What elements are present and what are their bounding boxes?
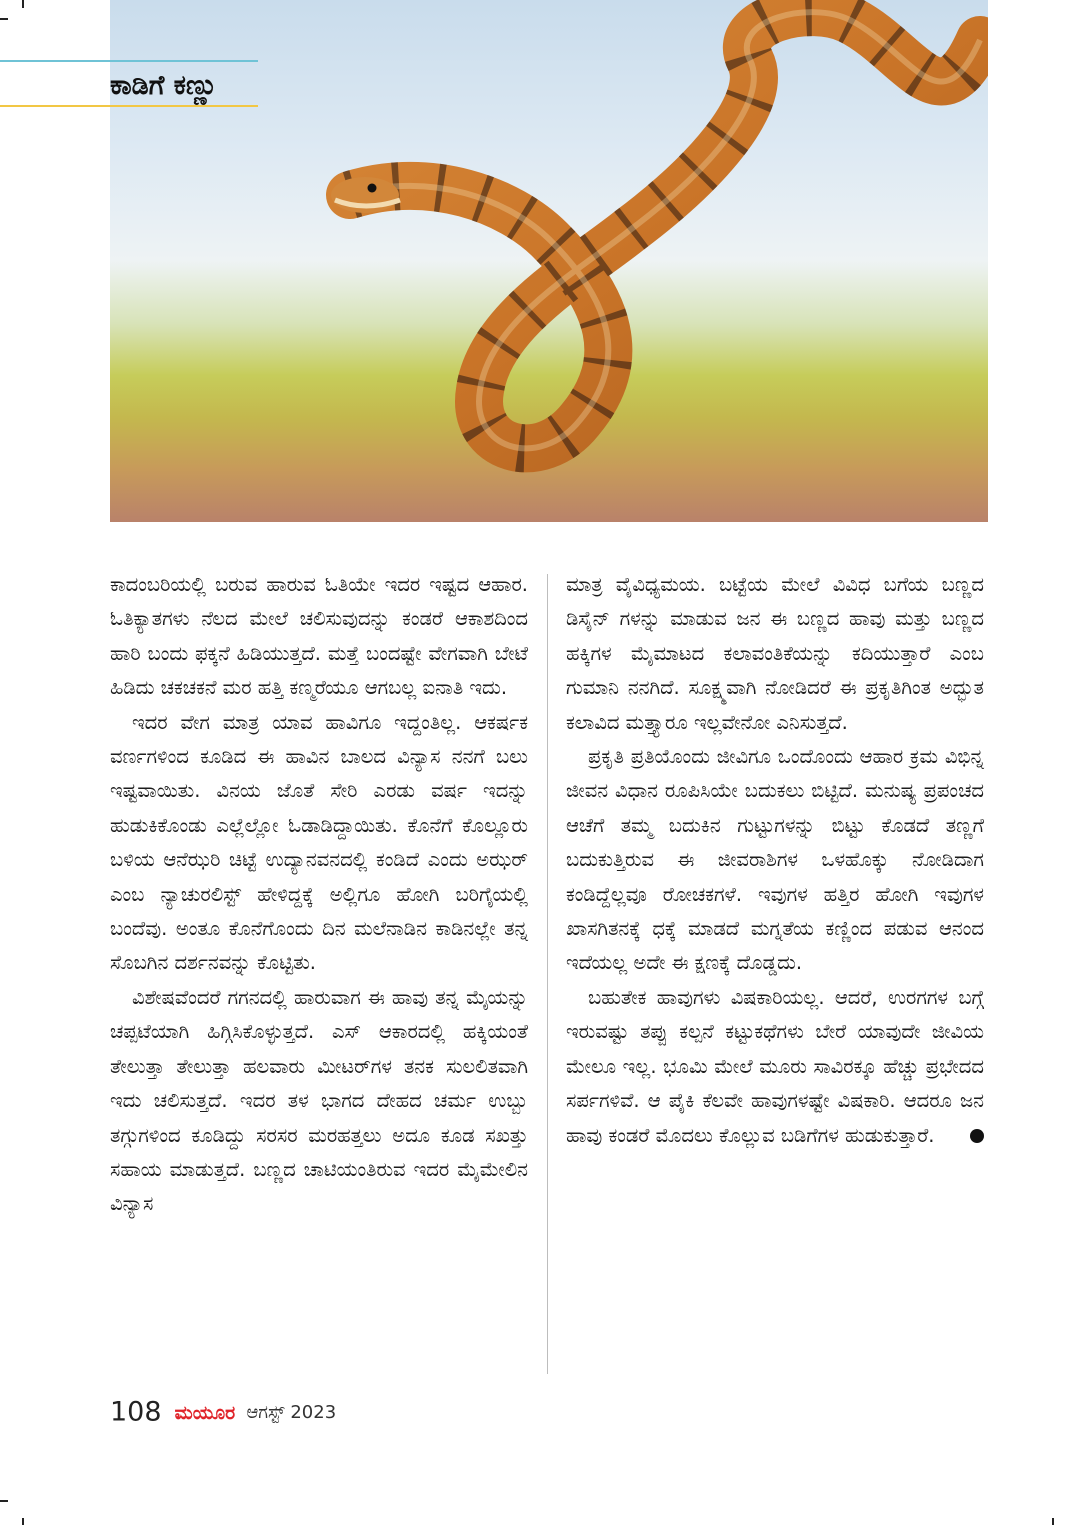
article-column-left <box>110 568 528 1222</box>
crop-mark-bl-h <box>0 1500 8 1502</box>
paragraph: ಇದರ ವೇಗ ಮಾತ್ರ ಯಾವ ಹಾವಿಗೂ ಇದ್ದಂತಿಲ್ಲ. ಆಕರ್ಷಕ ವರ್ಣಗಳಿಂದ ಕೂಡಿದ ಈ ಹಾವಿನ ಬಾಲದ ವಿನ್ಯಾಸ ನನಗೆ ಬಲು ಇಷ್ಟವಾಯಿತು. ವಿನಯ ಜೊತೆ ಸೇರಿ ಎರಡು ವರ್ಷ ಇದನ್ನು ಹುಡುಕಿಕೊಂಡು ಎಲ್ಲೆಲ್ಲೋ ಓಡಾಡಿದ್ದಾಯಿತು. ಕೊನೆಗೆ ಕೊಲ್ಲೂರು ಬಳಿಯ ಆನೆಝರಿ ಚಿಟ್ಟೆ ಉದ್ಯಾನವನದಲ್ಲಿ ಕಂಡಿದೆ ಎಂದು ಅಝರ್ ಎಂಬ ನ್ಯಾಚುರಲಿಸ್ಟ್ ಹೇಳಿದ್ದಕ್ಕೆ ಅಲ್ಲಿಗೂ ಹೋಗಿ ಬರಿಗೈಯಲ್ಲಿ ಬಂದೆವು. ಅಂತೂ ಕೊನೆಗೊಂದು ದಿನ ಮಲೆನಾಡಿನ ಕಾಡಿನಲ್ಲೇ ತನ್ನ ಸೊಬಗಿನ ದರ್ಶನವನ್ನು ಕೊಟ್ಟಿತು. <box>110 710 528 975</box>
snake-body <box>350 12 980 448</box>
section-rule-top <box>0 60 258 62</box>
magazine-name: ಮಯೂರ <box>174 1401 236 1424</box>
page-number: 108 <box>110 1396 162 1428</box>
section-title: ಕಾಡಿಗೆ ಕಣ್ಣು <box>110 70 218 101</box>
issue-date: ಆಗಸ್ಟ್ 2023 <box>246 1401 337 1423</box>
paragraph: ಪ್ರಕೃತಿ ಪ್ರತಿಯೊಂದು ಜೀವಿಗೂ ಒಂದೊಂದು ಆಹಾರ ಕ್ರಮ ವಿಭಿನ್ನ ಜೀವನ ವಿಧಾನ ರೂಪಿಸಿಯೇ ಬದುಕಲು ಬಿಟ್ಟಿದೆ. ಮನುಷ್ಯ ಪ್ರಪಂಚದ ಆಚೆಗೆ ತಮ್ಮ ಬದುಕಿನ ಗುಟ್ಟುಗಳನ್ನು ಬಿಟ್ಟು ಕೊಡದೆ ತಣ್ಣಗೆ ಬದುಕುತ್ತಿರುವ ಈ ಜೀವರಾಶಿಗಳ ಒಳಹೊಕ್ಕು ನೋಡಿದಾಗ ಕಂಡಿದ್ದೆಲ್ಲವೂ ರೋಚಕಗಳೆ. ಇವುಗಳ ಹತ್ತಿರ ಹೋಗಿ ಇವುಗಳ ಖಾಸಗಿತನಕ್ಕೆ ಧಕ್ಕೆ ಮಾಡದೆ ಮಗ್ನತೆಯ ಕಣ್ಣಿಂದ ಪಡುವ ಆನಂದ ಇದೆಯಲ್ಲ ಅದೇ ಈ ಕ್ಷಣಕ್ಕೆ ದೊಡ್ಡದು. <box>566 745 984 975</box>
paragraph: ಕಾದಂಬರಿಯಲ್ಲಿ ಬರುವ ಹಾರುವ ಓತಿಯೇ ಇದರ ಇಷ್ಟದ ಆಹಾರ. ಓತಿಕ್ಯಾತಗಳು ನೆಲದ ಮೇಲೆ ಚಲಿಸುವುದನ್ನು ಕಂಡರೆ ಆಕಾಶದಿಂದ ಹಾರಿ ಬಂದು ಫಕ್ಕನೆ ಹಿಡಿಯುತ್ತದೆ. ಮತ್ತೆ ಬಂದಷ್ಟೇ ವೇಗವಾಗಿ ಬೇಟೆ ಹಿಡಿದು ಚಕಚಕನೆ ಮರ ಹತ್ತಿ ಕಣ್ಮರೆಯೂ ಆಗಬಲ್ಲ ಐನಾತಿ ಇದು. <box>110 573 528 700</box>
crop-mark-br-v <box>1052 1518 1054 1525</box>
snake-eye <box>368 184 377 193</box>
crop-mark-tl-h <box>0 18 8 20</box>
paragraph-text: ಬಹುತೇಕ ಹಾವುಗಳು ವಿಷಕಾರಿಯಲ್ಲ. ಆದರೆ, ಉರಗಗಳ ಬಗ್ಗೆ ಇರುವಷ್ಟು ತಪ್ಪು ಕಲ್ಪನೆ ಕಟ್ಟುಕಥೆಗಳು ಬೇರೆ ಯಾವುದೇ ಜೀವಿಯ ಮೇಲೂ ಇಲ್ಲ. ಭೂಮಿ ಮೇಲೆ ಮೂರು ಸಾವಿರಕ್ಕೂ ಹೆಚ್ಚು ಪ್ರಭೇದದ ಸರ್ಪಗಳಿವೆ. ಆ ಪೈಕಿ ಕೆಲವೇ ಹಾವುಗಳಷ್ಟೇ ವಿಷಕಾರಿ. ಆದರೂ ಜನ ಹಾವು ಕಂಡರೆ ಮೊದಲು ಕೊಲ್ಲುವ ಬಡಿಗೆಗಳ ಹುಡುಕುತ್ತಾರೆ. <box>566 985 984 1147</box>
crop-mark-tl-v <box>22 0 24 8</box>
paragraph: ವಿಶೇಷವೆಂದರೆ ಗಗನದಲ್ಲಿ ಹಾರುವಾಗ ಈ ಹಾವು ತನ್ನ ಮೈಯನ್ನು ಚಪ್ಪಟೆಯಾಗಿ ಹಿಗ್ಗಿಸಿಕೊಳ್ಳುತ್ತದೆ. ಎಸ್ ಆಕಾರದಲ್ಲಿ ಹಕ್ಕಿಯಂತೆ ತೇಲುತ್ತಾ ತೇಲುತ್ತಾ ಹಲವಾರು ಮೀಟರ್‌ಗಳ ತನಕ ಸುಲಲಿತವಾಗಿ ಇದು ಚಲಿಸುತ್ತದೆ. ಇದರ ತಳ ಭಾಗದ ದೇಹದ ಚರ್ಮ ಉಬ್ಬು ತಗ್ಗುಗಳಿಂದ ಕೂಡಿದ್ದು ಸರಸರ ಮರಹತ್ತಲು ಅದೂ ಕೂಡ ಸಖತ್ತು ಸಹಾಯ ಮಾಡುತ್ತದೆ. ಬಣ್ಣದ ಚಾಟಿಯಂತಿರುವ ಇದರ ಮೈಮೇಲಿನ ವಿನ್ಯಾಸ <box>110 985 528 1216</box>
end-of-article-mark <box>970 1129 984 1143</box>
crop-mark-bl-v <box>22 1518 24 1525</box>
paragraph: ಮಾತ್ರ ವೈವಿಧ್ಯಮಯ. ಬಟ್ಟೆಯ ಮೇಲೆ ವಿವಿಧ ಬಗೆಯ ಬಣ್ಣದ ಡಿಸೈನ್ ಗಳನ್ನು ಮಾಡುವ ಜನ ಈ ಬಣ್ಣದ ಹಾವು ಮತ್ತು ಬಣ್ಣದ ಹಕ್ಕಿಗಳ ಮೈಮಾಟದ ಕಲಾವಂತಿಕೆಯನ್ನು ಕದಿಯುತ್ತಾರೆ ಎಂಬ ಗುಮಾನಿ ನನಗಿದೆ. ಸೂಕ್ಷ್ಮವಾಗಿ ನೋಡಿದರೆ ಈ ಪ್ರಕೃತಿಗಿಂತ ಅದ್ಭುತ ಕಲಾವಿದ ಮತ್ತ್ಯಾರೂ ಇಲ್ಲವೇನೋ ಎನಿಸುತ್ತದೆ. <box>566 573 984 734</box>
column-divider <box>547 574 548 1374</box>
paragraph <box>566 981 984 1153</box>
article-column-right <box>566 568 984 1153</box>
page-footer <box>110 1392 336 1432</box>
